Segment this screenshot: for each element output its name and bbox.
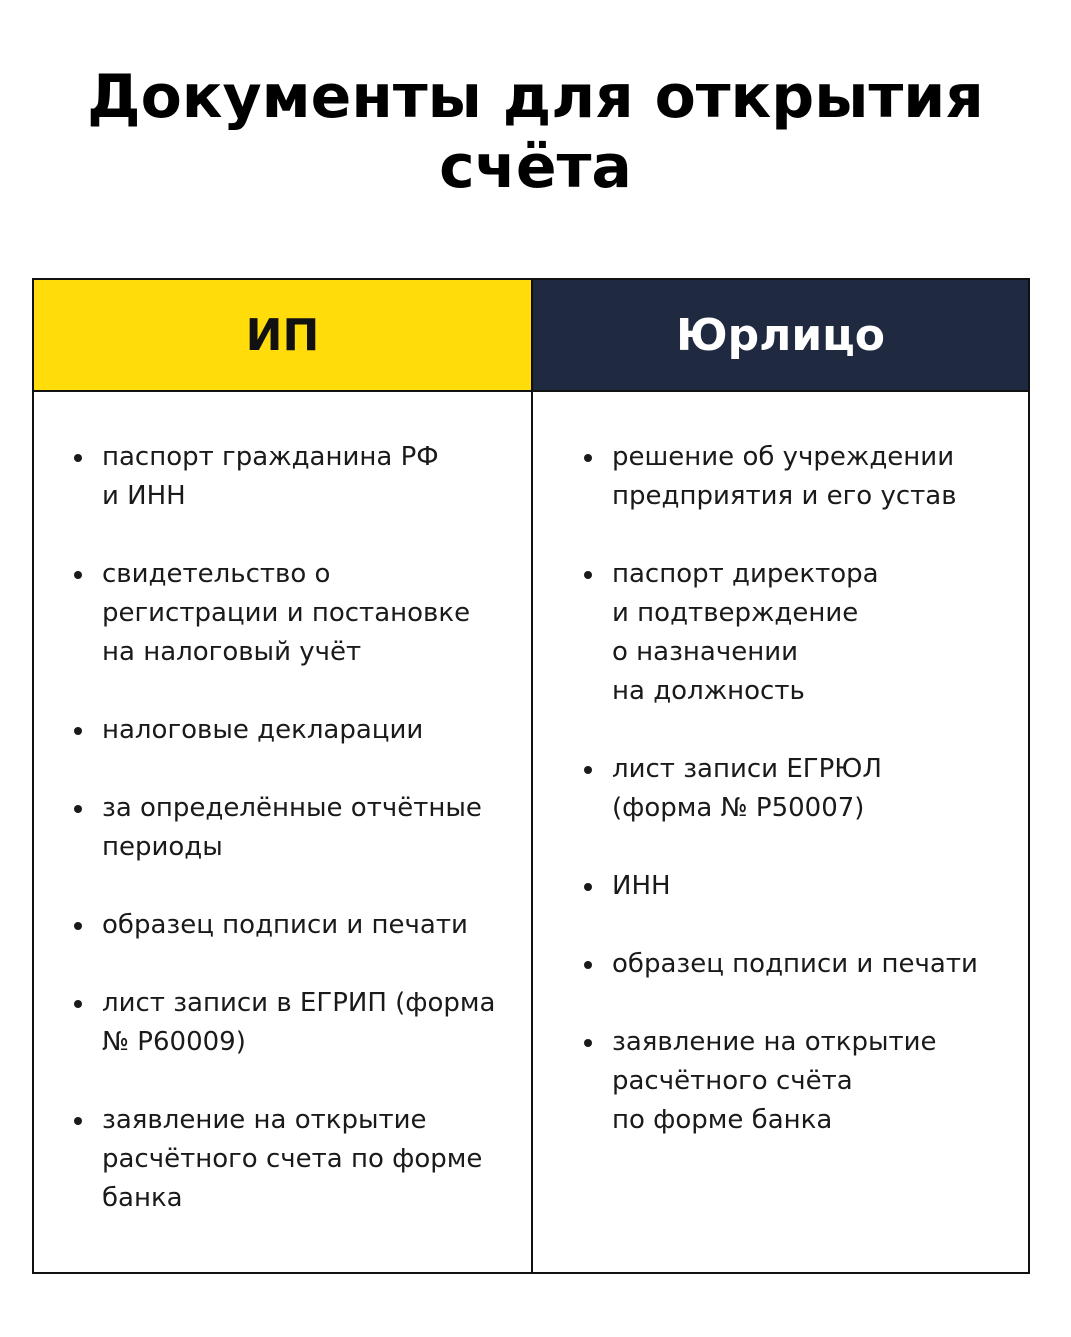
list-item: лист записи в ЕГРИП (форма № Р60009) xyxy=(74,984,514,1062)
list-item: паспорт директора и подтверждение о назначении на должность xyxy=(584,555,1004,711)
list-item: ИНН xyxy=(584,867,1004,906)
documents-table xyxy=(32,278,1030,1274)
list-item: решение об учреждении предприятия и его устав xyxy=(584,438,1004,516)
ip-documents-list xyxy=(74,438,514,1257)
list-item: образец подписи и печати xyxy=(584,945,1004,984)
list-item: заявление на открытие расчётного счета по форме банка xyxy=(74,1101,514,1218)
column-divider xyxy=(531,280,533,1272)
list-item: свидетельство о регистрации и постановке на налоговый учёт xyxy=(74,555,514,672)
list-item: паспорт гражданина РФ и ИНН xyxy=(74,438,514,516)
column-header-legal-entity: Юрлицо xyxy=(533,280,1028,390)
list-item: за определённые отчётные периоды xyxy=(74,789,514,867)
list-item: образец подписи и печати xyxy=(74,906,514,945)
list-item: лист записи ЕГРЮЛ (форма № Р50007) xyxy=(584,750,1004,828)
list-item: заявление на открытие расчётного счёта по форме банка xyxy=(584,1023,1004,1140)
legal-entity-documents-list xyxy=(584,438,1004,1179)
column-header-ip: ИП xyxy=(34,280,531,390)
list-item: налоговые декларации xyxy=(74,711,514,750)
page-title: Документы для открытия счёта xyxy=(87,62,984,202)
